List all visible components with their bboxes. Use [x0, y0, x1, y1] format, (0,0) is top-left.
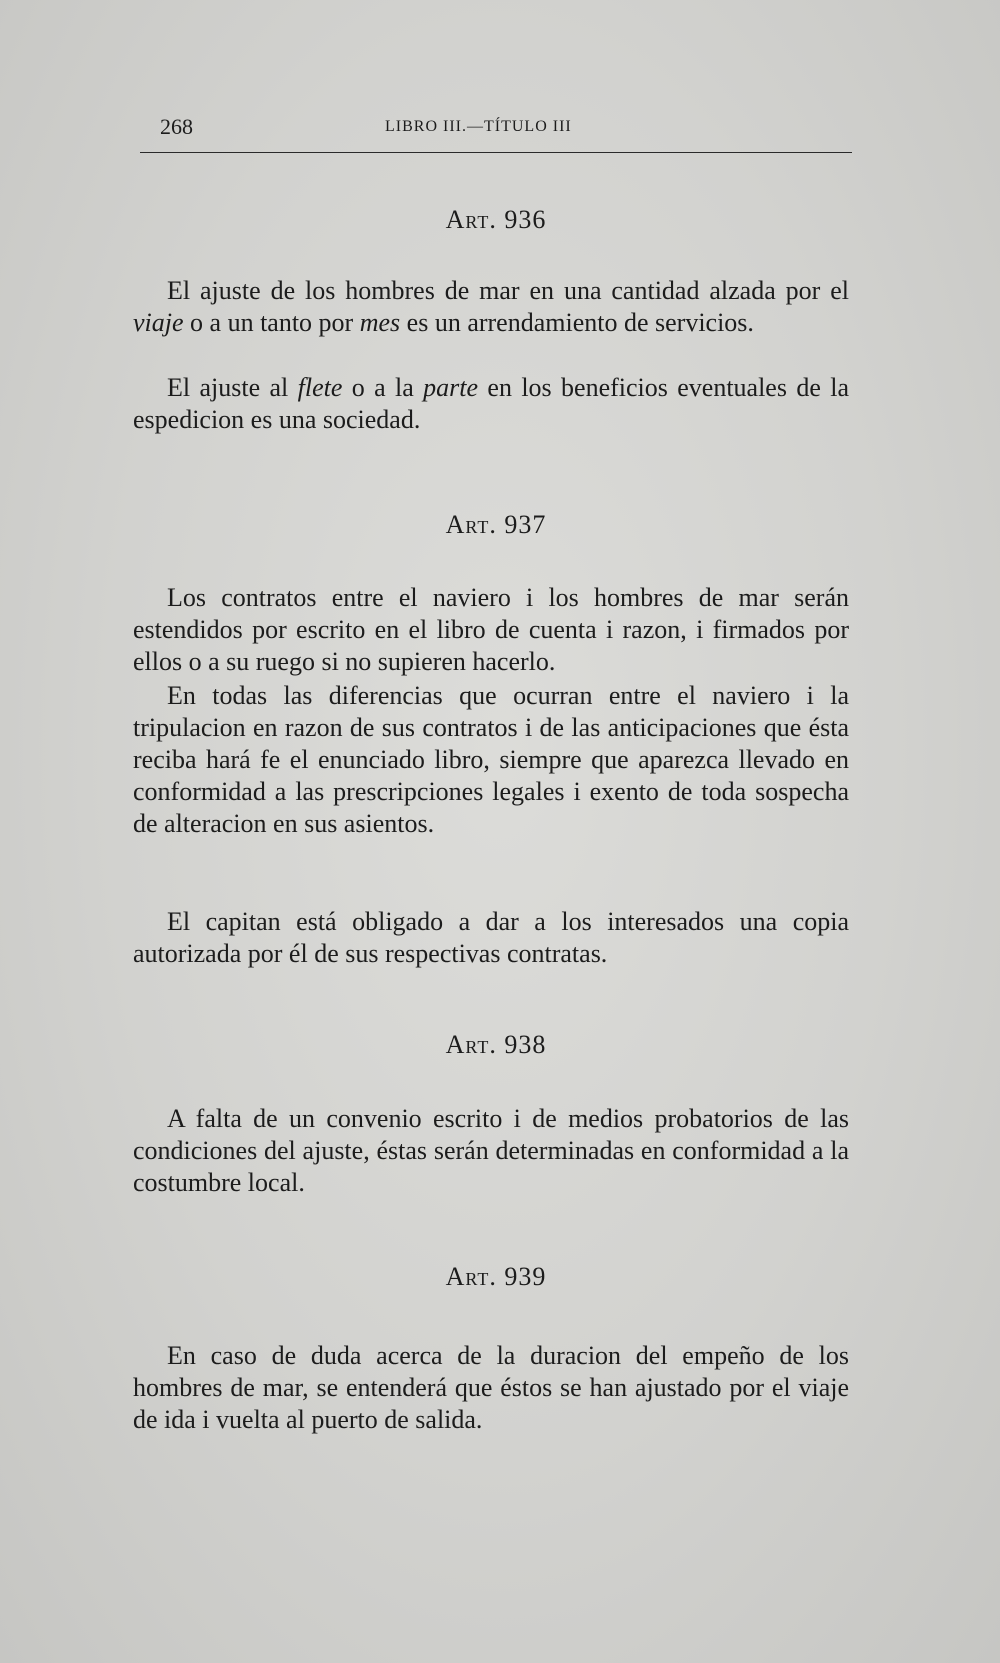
- running-head: LIBRO III.—TÍTULO III: [385, 118, 572, 135]
- article-heading-937: Art. 937: [445, 510, 547, 539]
- page-header: [160, 114, 850, 142]
- article-937-paragraph-2: En todas las diferencias que ocurran entre el naviero i la tripulacion en razon de sus contratos i de las anticipaciones que ésta reciba hará fe el enunciado libro, siempre que aparezca llevado en conformidad a las prescripciones legales i exento de toda sospecha de alteracion en sus asientos.: [133, 681, 849, 838]
- article-heading-938: Art. 938: [445, 1030, 547, 1059]
- article-936-paragraph-2: El ajuste al flete o a la parte en los beneficios eventuales de la espedicion es una sociedad.: [133, 373, 849, 434]
- article-937-paragraph-1: Los contratos entre el naviero i los hombres de mar serán estendidos por escrito en el libro de cuenta i razon, i firmados por ellos o a su ruego si no supieren hacerlo.: [133, 583, 849, 676]
- header-rule: [140, 152, 852, 153]
- article-938-paragraph-1: A falta de un convenio escrito i de medios probatorios de las condiciones del ajuste, éstas serán determinadas en conformidad a la costumbre local.: [133, 1104, 849, 1197]
- page-number: 268: [160, 114, 193, 139]
- article-936-paragraph-1: El ajuste de los hombres de mar en una cantidad alzada por el viaje o a un tanto por mes es un arrendamiento de servicios.: [133, 276, 849, 337]
- article-heading-939: Art. 939: [445, 1262, 547, 1291]
- article-939-paragraph-1: En caso de duda acerca de la duracion del empeño de los hombres de mar, se entenderá que éstos se han ajustado por el viaje de ida i vuelta al puerto de salida.: [133, 1341, 849, 1434]
- article-937-paragraph-3: El capitan está obligado a dar a los interesados una copia autorizada por él de sus respectivas contratas.: [133, 907, 849, 968]
- article-heading-936: Art. 936: [445, 205, 547, 234]
